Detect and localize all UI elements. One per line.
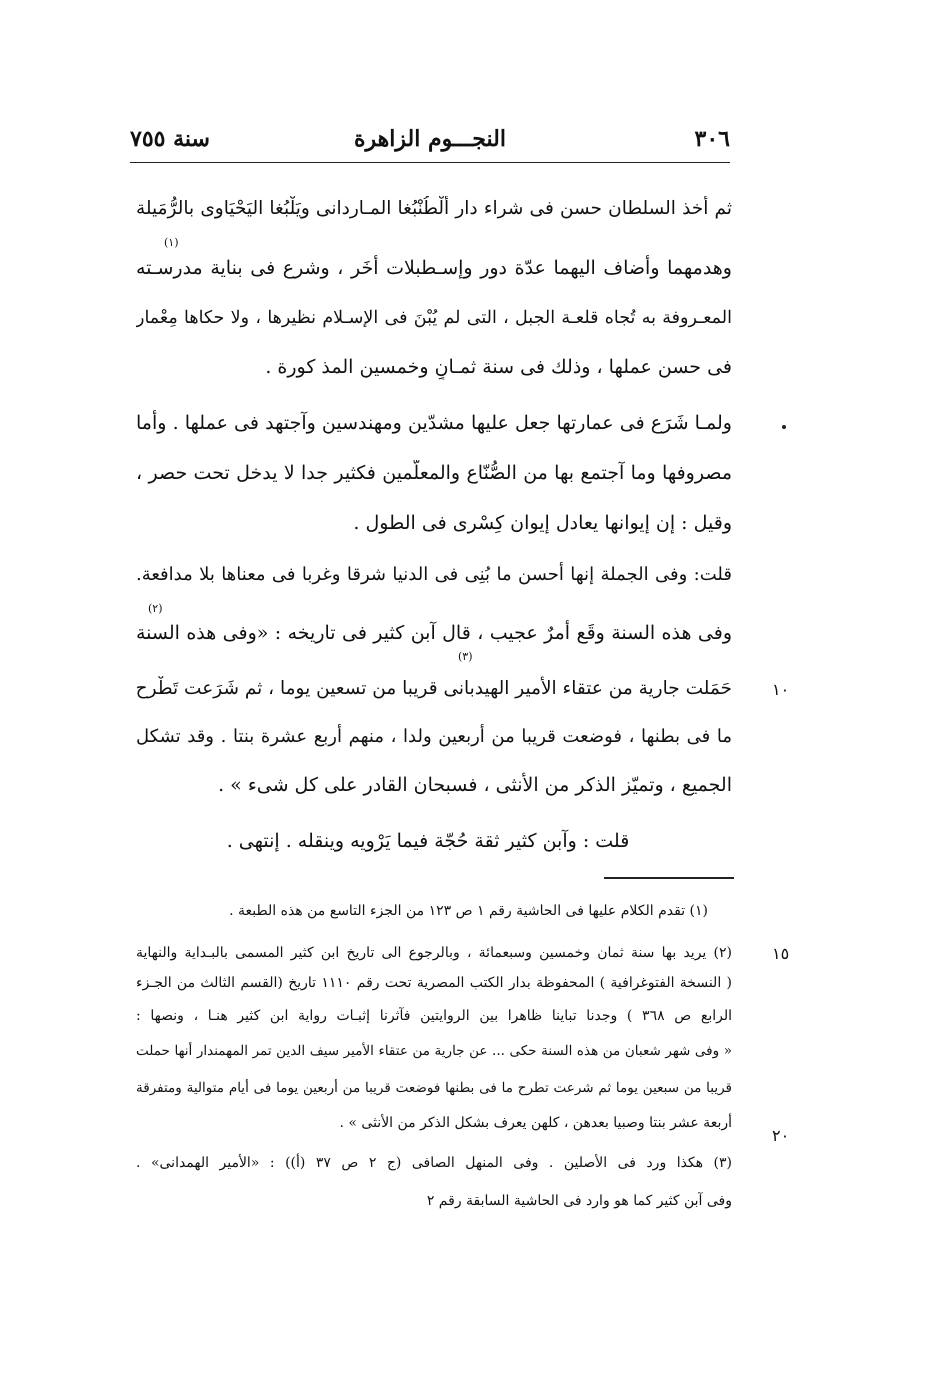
margin-number-10: ١٠ [772, 680, 790, 699]
margin-number-5-mark [782, 425, 786, 429]
footnote-2-line-6: أربعة عشر بنتا وصبيا بعدهن ، كلهن يعرف بشكل الذكر من الأنثى » . [339, 1115, 732, 1131]
footnote-3-line-2: وفى آبن كثير كما هو وارد فى الحاشية السابقة رقم ٢ [426, 1193, 732, 1209]
body-line-13: قلت : وآبن كثير ثقة حُجّة فيما يَرْويه وينقله . إنتهى . [226, 830, 630, 852]
margin-number-15: ١٥ [772, 944, 790, 963]
book-title: النجـــوم الزاهرة [354, 126, 506, 152]
body-line-6: مصروفها وما آجتمع بها من الصُّنّاع والمعلّمين فكثير جدا لا يدخل تحت حصر ، [136, 462, 732, 484]
footnote-2-line-5: قريبا من سبعين يوما ثم شرعت تطرح ما فى بطنها فوضعت قريبا من أربعين يوما فى أيام متوالية ومتفرقة [136, 1080, 732, 1096]
body-line-5: ولمـا شَرَع فى عمارتها جعل عليها مشدّين ومهندسين وآجتهد فى عملها . وأما [136, 412, 732, 434]
footnote-marker-2: (٢) [148, 602, 163, 615]
footnote-separator [604, 877, 734, 879]
body-line-11: ما فى بطنها ، فوضعت قريبا من أربعين ولدا ، منهم أربع عشرة بنتا . وقد تشكل [136, 726, 732, 747]
body-line-7: وقيل : إن إيوانها يعادل إيوان كِسْرى فى الطول . [353, 512, 732, 534]
footnote-2-line-4: « وفى شهر شعبان من هذه السنة حكى ... عن جارية من عتقاء الأمير سيف الدين تمر المهمندار أنها حملت [136, 1043, 732, 1059]
page-number: ٣٠٦ [694, 126, 730, 152]
body-line-8: قلت: وفى الجملة إنها أحسن ما بُنِى فى الدنيا شرقا وغربا فى معناها بلا مدافعة. [136, 564, 732, 585]
body-line-4: فى حسن عملها ، وذلك فى سنة ثمـانٍ وخمسين المذ كورة . [265, 356, 732, 378]
footnote-marker-1: (١) [164, 236, 179, 249]
body-line-12: الجميع ، وتميّز الذكر من الأنثى ، فسبحان القادر على كل شىء » . [218, 774, 732, 796]
body-line-1: ثم أخذ السلطان حسن فى شراء دار أَلْطُنْبُغا المـاردانى ويَلْبُغا اليَحْيَاوى بالرُّمَيلة [136, 198, 732, 219]
footnote-2-line-3: الرابع ص ٣٦٨ ) وجدنا تباينا ظاهرا بين الروايتين فآثرنا إثبـات رواية ابن كثير هنـا ، ونصها : [136, 1008, 732, 1024]
body-line-3: المعـروفة به تُجاه قلعـة الجبل ، التى لم يُبْنَ فى الإسـلام نظيرها ، ولا حكاها مِعْمار [136, 308, 732, 328]
body-line-9: وفى هذه السنة وقَع أمرٌ عجيب ، قال آبن كثير فى تاريخه : «وفى هذه السنة [136, 622, 732, 644]
year-label: سنة ٧٥٥ [130, 126, 210, 152]
footnote-3-line-1: (٣) هكذا ورد فى الأصلين . وفى المنهل الصافى (ج ٢ ص ٣٧ (أ)) : «الأمير الهمدانى» . [136, 1155, 732, 1171]
footnote-marker-3: (٣) [458, 650, 473, 663]
body-line-10: حَمَلت جارية من عتقاء الأمير الهيدبانى قريبا من تسعين يوما ، ثم شَرَعت تَطْرح [136, 678, 732, 699]
margin-number-20: ٢٠ [772, 1126, 790, 1145]
footnote-1: (١) تقدم الكلام عليها فى الحاشية رقم ١ ص ١٢٣ من الجزء التاسع من هذه الطبعة . [229, 903, 708, 919]
running-header [130, 122, 730, 162]
footnote-2-line-2: ( النسخة الفتوغرافية ) المحفوظة بدار الكتب المصرية تحت رقم ١١١٠ تاريخ (القسم الثالث من الجـزء [136, 975, 732, 991]
footnote-2-line-1: (٢) يريد بها سنة ثمان وخمسين وسبعمائة ، وبالرجوع الى تاريخ ابن كثير المسمى بالبـداية والنهاية [136, 945, 732, 961]
header-rule [130, 162, 730, 163]
body-line-2: وهدمهما وأضاف اليهما عدّة دور وإسـطبلات أُخَر ، وشرع فى بناية مدرسـته [136, 257, 732, 279]
